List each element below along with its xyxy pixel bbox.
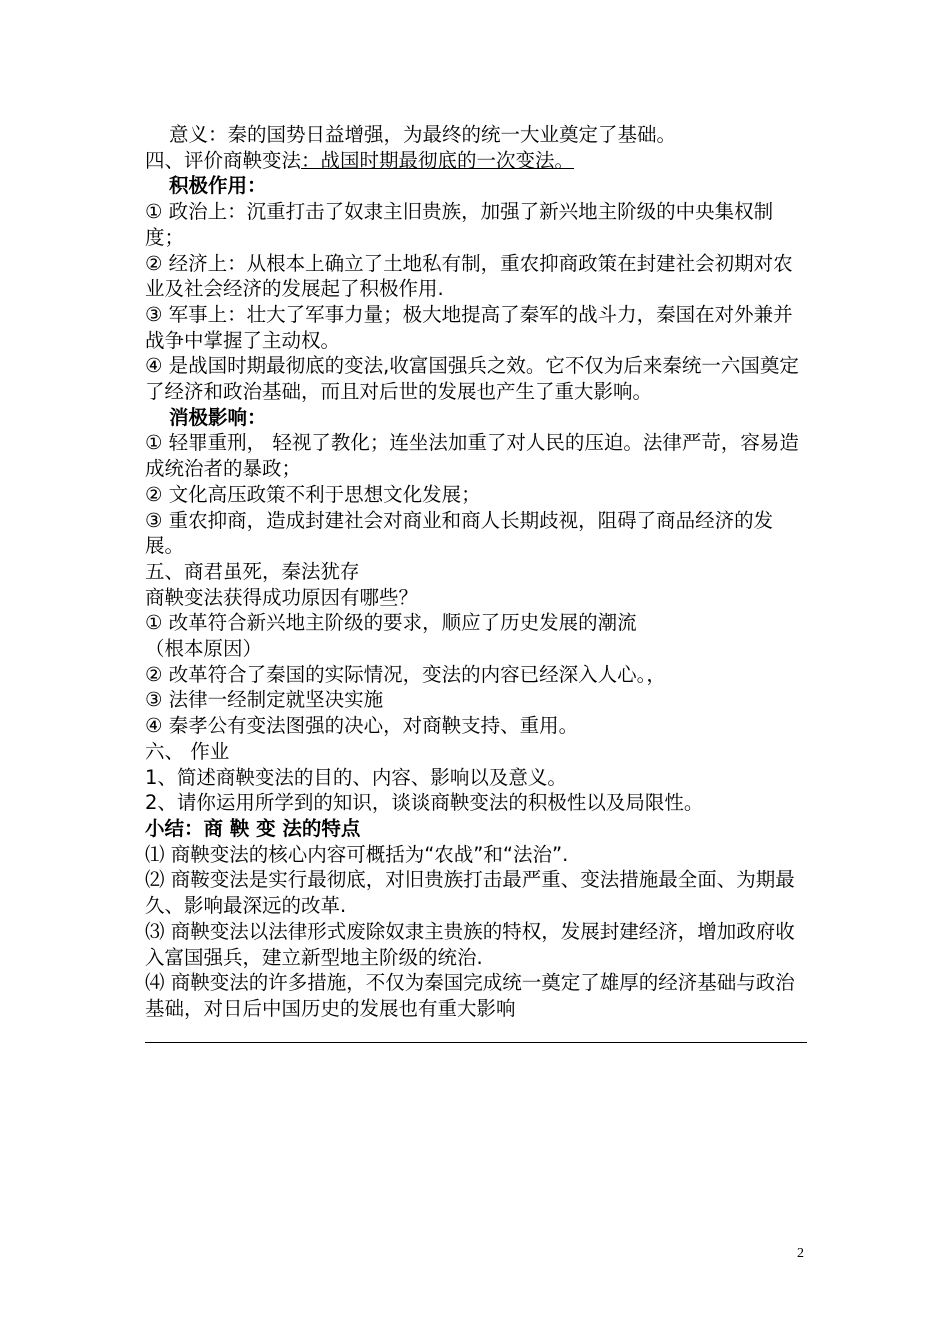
summary-item-1: ⑴ 商鞅变法的核心内容可概括为“农战”和“法治”. [145,842,569,866]
meaning-paragraph: 意义：秦的国势日益增强，为最终的统一大业奠定了基础。 [169,123,677,146]
section5-question: 商鞅变法获得成功原因有哪些？ [145,585,419,609]
positive-item-overall: ④ 是战国时期最彻底的变法,收富国强兵之效。它不仅为后来秦统一六国奠定了经济和政治基础，而且对后世的发展也产生了重大影响。 [145,354,799,404]
negative-item-law: ① 轻罪重刑， 轻视了教化；连坐法加重了对人民的压迫。法律严苛，容易造成统治者的暴政； [145,431,799,481]
section4-heading [145,148,809,174]
reason-item-4: ④ 秦孝公有变法图强的决心，对商鞅支持、重用。 [145,714,579,738]
positive-effects-label: 积极作用： [169,174,267,198]
summary-item-4: ⑷ 商鞅变法的许多措施，不仅为秦国完成统一奠定了雄厚的经济基础与政治基础，对日后中国历史的发展也有重大影响 [145,971,795,1020]
negative-effects-label: 消极影响： [169,405,267,429]
reason-item-1: ① 改革符合新兴地主阶级的要求，顺应了历史发展的潮流 [145,611,637,635]
reason-item-1-note: （根本原因） [145,637,263,661]
positive-item-politics: ① 政治上：沉重打击了奴隶主旧贵族，加强了新兴地主阶级的中央集权制度； [145,200,774,249]
section6-heading: 六、 作业 [145,739,230,763]
section4-heading-underlined: ：战国时期最彻底的一次变法。 [301,148,575,172]
section5-heading: 五、商君虽死，秦法犹存 [145,559,360,583]
reason-item-2: ② 改革符合了秦国的实际情况，变法的内容已经深入人心。， [145,662,666,686]
footer-divider [145,1042,807,1043]
positive-item-military: ③ 军事上：壮大了军事力量；极大地提高了秦军的战斗力，秦国在对外兼并战争中掌握了主动权。 [145,302,793,352]
summary-item-2: ⑵ 商鞍变法是实行最彻底，对旧贵族打击最严重、变法措施最全面、为期最久、影响最深远的改革. [145,868,795,918]
homework-item-1: 1、简述商鞅变法的目的、内容、影响以及意义。 [145,765,567,789]
negative-item-culture: ② 文化高压政策不利于思想文化发展； [145,482,481,506]
negative-item-commerce: ③ 重农抑商，造成封建社会对商业和商人长期歧视，阻碍了商品经济的发展。 [145,508,774,558]
document-body [145,122,809,1022]
reason-item-3: ③ 法律一经制定就坚决实施 [145,688,384,712]
homework-item-2: 2、请你运用所学到的知识，谈谈商鞅变法的积极性以及局限性。 [145,791,704,815]
summary-heading: 小结：商 鞅 变 法的特点 [145,816,361,840]
page-number: 2 [797,1246,804,1261]
summary-item-3: ⑶ 商鞅变法以法律形式废除奴隶主贵族的特权，发展封建经济，增加政府收入富国强兵，建立新型地主阶级的统治. [145,919,795,969]
positive-item-economy: ② 经济上：从根本上确立了土地私有制，重农抑商政策在封建社会初期对农业及社会经济的发展起了积极作用. [145,251,793,301]
section4-heading-prefix: 四、评价商鞅变法 [145,148,302,172]
